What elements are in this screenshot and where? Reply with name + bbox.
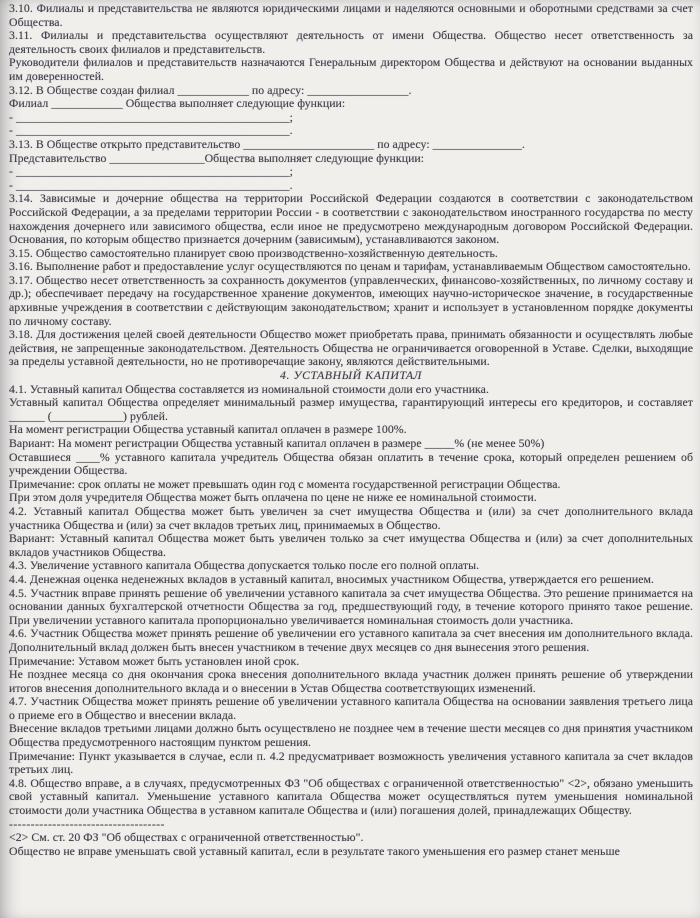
paragraph: 4.2. Уставный капитал Общества может быть увеличен за счет имущества Общества и (или) за счет дополнительного вклада участника Общества и (или) за счет вкладов третьих лиц, принимаемых в Общество. xyxy=(9,503,693,532)
paragraph: Примечание: Пункт указывается в случае, если п. 4.2 предусматривает возможность увеличения уставного капитала за счет вкладов третьих лиц. xyxy=(9,748,693,777)
paragraph: Оставшиеся ____% уставного капитала учредитель Общества обязан оплатить в течение срока, который определен решением об учреждении Общества. xyxy=(9,449,693,478)
paragraph: Не позднее месяца со дня окончания срока внесения дополнительного вклада участник должен принять решение об утверждении итогов внесения дополнительного вклада и о внесении в Устав Общества соответствующих изменений. xyxy=(9,667,693,695)
section-heading: 4. УСТАВНЫЙ КАПИТАЛ xyxy=(279,368,423,383)
paragraph: 3.15. Общество самостоятельно планирует свою производственно-хозяйственную деятельность. xyxy=(9,245,498,260)
paragraph: При этом доля учредителя Общества может быть оплачена по цене не ниже ее номинальной стоимости. xyxy=(9,490,537,505)
paragraph: 3.13. В Обществе открыто представительство ______________________ по адресу: _______________. xyxy=(9,136,525,151)
paragraph: 3.16. Выполнение работ и предоставление услуг осуществляются по ценам и тарифам, устанавливаемым Обществом самостоятельно. xyxy=(9,259,691,274)
paragraph: 4.8. Общество вправе, а в случаях, предусмотренных ФЗ "Об обществах с ограниченной ответственностью" <2>, обязано уменьшить свой уставный капитал. Уменьшение уставного капитала Общества может осуществляться путем уменьшения номинальной стоимости доли участника Общества в уставном капитале Общества и (или) погашения долей, принадлежащих Обществу. xyxy=(9,775,693,818)
paragraph: Вариант: На момент регистрации Общества уставный капитал оплачен в размере _____% (не менее 50%) xyxy=(9,436,545,450)
paragraph: - ______________________________________________; xyxy=(9,109,293,124)
paragraph: Представительство ________________Общества выполняет следующие функции: xyxy=(9,150,425,165)
paragraph: Примечание: Уставом может быть установлен иной срок. xyxy=(9,653,300,668)
paragraph: - ______________________________________________. xyxy=(9,123,293,138)
paragraph: 4.6. Участник Общества может принять решение об увеличении его уставного капитала за счет внесения им дополнительного вклада. Дополнительный вклад должен быть внесен участником в течение двух месяцев со дня вынесения этого решения. xyxy=(9,626,693,654)
paragraph: 4.3. Увеличение уставного капитала Общества допускается только после его полной оплаты. xyxy=(9,558,480,573)
paragraph: 3.10. Филиалы и представительства не являются юридическими лицами и наделяются основными и оборотными средствами за счет Общества. xyxy=(9,1,693,29)
paragraph: Уставный капитал Общества определяет минимальный размер имущества, гарантирующий интересы его кредиторов, и составляет ______ (____________) рублей. xyxy=(9,395,693,423)
paragraph: <2> См. ст. 20 ФЗ "Об обществах с ограниченной ответственностью". xyxy=(9,830,364,845)
paragraph: 3.17. Общество несет ответственность за сохранность документов (управленческих, финансово-хозяйственных, по личному составу и др.); обеспечивает передачу на государственное хранение документов, имеющих научно-историческое значение, в государственные архивные учреждения в соответствии с действующим законодательством; хранит и использует в установленном порядке документы по личному составу. xyxy=(9,272,693,328)
paragraph: 4.1. Уставный капитал Общества составляется из номинальной стоимости доли его участника. xyxy=(9,381,489,396)
paragraph: 4.4. Денежная оценка неденежных вкладов в уставный капитал, вносимых участником Общества, утверждается его решением. xyxy=(9,571,655,586)
paragraph: 3.11. Филиалы и представительства осуществляют деятельность от имени Общества. Общество несет ответственность за деятельность своих филиалов и представительств. xyxy=(9,28,693,56)
paragraph: Вариант: Уставный капитал Общества может быть увеличен только за счет имущества Общества и (или) за счет дополнительных вкладов участников Общества. xyxy=(9,531,693,559)
footnote-separator: ------------------------------------ xyxy=(9,817,165,831)
paragraph: Внесение вкладов третьими лицами должно быть осуществлено не позднее чем в течение шести месяцев со дня принятия участником Общества предусмотренного настоящим пунктом решения. xyxy=(9,721,693,750)
paragraph: 3.18. Для достижения целей своей деятельности Общество может приобретать права, принимать обязанности и осуществлять любые действия, не запрещенные законодательством. Деятельность Общества не ограничивается оговоренной в Уставе. Сделки, выходящие за пределы уставной деятельности, но не противоречащие закону, являются действительными. xyxy=(9,327,693,369)
paragraph: 4.7. Участник Общества может принять решение об увеличении уставного капитала Общества на основании заявления третьего лица о приеме его в Общество и внесении вклада. xyxy=(9,694,693,722)
paragraph: 3.14. Зависимые и дочерние общества на территории Российской Федерации создаются в соответствии с законодательством Российской Федерации, а за пределами территории России - в соответствии с законодательством иностранного государства по месту нахождения дочернего или зависимого общества, если иное не предусмотрено международным договором Российской Федерации. Основания, по которым общество признается дочерним (зависимым), устанавливаются законом. xyxy=(9,191,693,247)
paragraph: Общество не вправе уменьшать свой уставный капитал, если в результате такого уменьшения его размер станет меньше xyxy=(9,843,620,858)
paragraph: Руководители филиалов и представительств назначаются Генеральным директором Общества и действуют на основании выданных им доверенностей. xyxy=(9,55,693,83)
paragraph: 4.5. Участник вправе принять решение об увеличении уставного капитала за счет имущества Общества. Это решение принимается на основании данных бухгалтерской отчетности Общества за год, предшествующий году, в течение которого принято такое решение. При увеличении уставного капитала пропорционально увеличивается номинальная стоимость доли участника. xyxy=(9,585,693,627)
paragraph: - ______________________________________________; xyxy=(9,164,293,179)
paragraph: 3.12. В Обществе создан филиал ____________ по адресу: _________________. xyxy=(9,82,412,97)
paragraph: Примечание: срок оплаты не может превышать один год с момента государственной регистрации Общества. xyxy=(9,476,561,491)
document-body xyxy=(9,2,693,858)
paragraph: На момент регистрации Общества уставный капитал оплачен в размере 100%. xyxy=(9,422,407,437)
paragraph: Филиал ____________ Общества выполняет следующие функции: xyxy=(9,96,346,111)
paragraph: - ______________________________________________. xyxy=(9,177,293,192)
